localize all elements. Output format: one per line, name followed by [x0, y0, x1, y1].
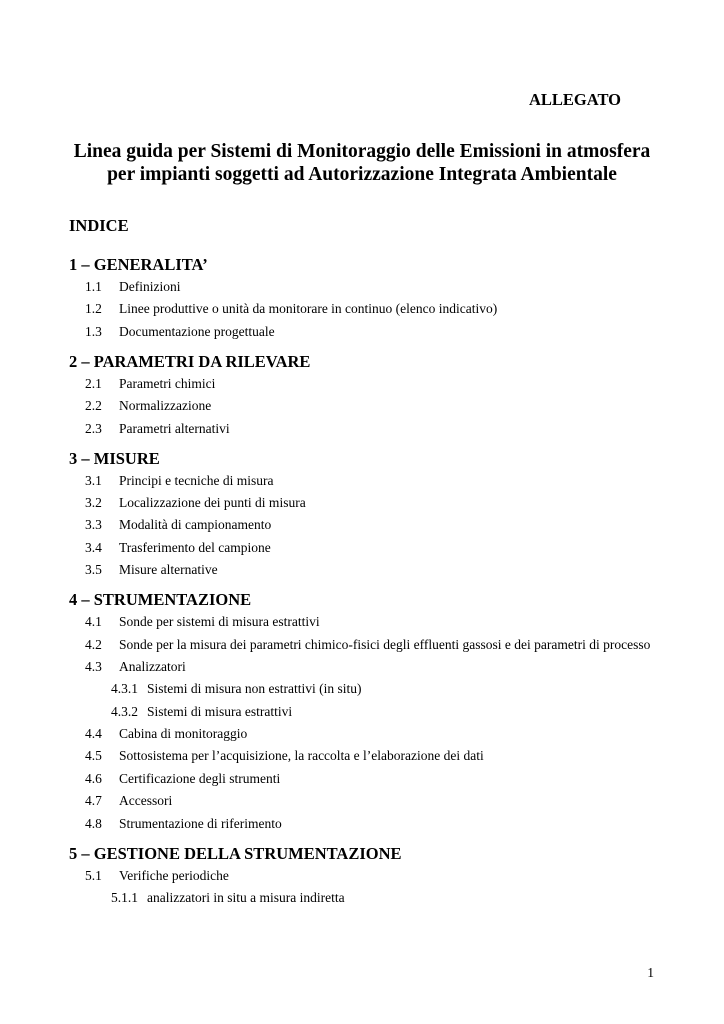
toc-item — [69, 324, 659, 340]
toc-item-number: 2.3 — [85, 420, 102, 436]
toc-item-text: Misure alternative — [119, 562, 218, 578]
toc-item-number: 3.3 — [85, 517, 102, 533]
toc-item-text: Sistemi di misura non estrattivi (in situ) — [147, 681, 362, 697]
section-title: 4 – STRUMENTAZIONE — [69, 590, 252, 610]
toc-item-text: Parametri alternativi — [119, 420, 230, 436]
toc-item-text: analizzatori in situ a misura indiretta — [147, 890, 345, 906]
toc-item — [69, 517, 659, 533]
toc-item — [69, 279, 659, 295]
toc-item-number: 4.7 — [85, 793, 102, 809]
index-heading: INDICE — [69, 216, 129, 235]
document-title — [60, 140, 664, 186]
toc-item-number: 5.1.1 — [111, 890, 138, 906]
toc-item-number: 4.2 — [85, 636, 102, 652]
toc-item-text: Certificazione degli strumenti — [119, 770, 281, 786]
toc-item — [69, 398, 659, 414]
toc-item-text: Sottosistema per l’acquisizione, la raccolta e l’elaborazione dei dati — [119, 748, 484, 764]
title-line-1: Linea guida per Sistemi di Monitoraggio delle Emissioni in atmosfera — [73, 141, 651, 162]
toc-item — [69, 793, 659, 809]
toc-item-text: Verifiche periodiche — [119, 867, 229, 883]
toc-item-text: Localizzazione dei punti di misura — [119, 494, 306, 510]
section-title: 1 – GENERALITA’ — [69, 255, 208, 274]
toc-item-text: Cabina di monitoraggio — [119, 726, 248, 742]
toc-item-number: 4.3 — [85, 658, 102, 674]
toc-section — [69, 843, 659, 906]
toc-item-text: Principi e tecniche di misura — [119, 472, 274, 488]
toc-item-number: 4.6 — [85, 770, 102, 786]
toc-item — [69, 748, 659, 764]
toc-item-number: 3.1 — [85, 472, 102, 488]
toc-item — [69, 614, 659, 630]
toc-item-number: 3.5 — [85, 562, 102, 578]
toc-item-text: Linee produttive o unità da monitorare in continuo (elenco indicativo) — [119, 301, 498, 317]
page-number: 1 — [647, 965, 654, 980]
toc-item-text: Definizioni — [119, 279, 181, 294]
toc-item-text: Normalizzazione — [119, 398, 212, 414]
toc-subitem — [69, 890, 659, 906]
toc-section — [69, 254, 659, 340]
toc-section — [69, 448, 659, 579]
toc-item-text: Parametri chimici — [119, 375, 216, 391]
toc-item-number: 4.8 — [85, 815, 102, 831]
toc-item-text: Analizzatori — [119, 658, 186, 674]
toc-item-number: 4.3.1 — [111, 681, 138, 697]
toc-item-text: Modalità di campionamento — [119, 517, 272, 533]
toc-item — [69, 868, 659, 884]
toc-item-number: 1.1 — [85, 279, 102, 294]
toc-section — [69, 589, 659, 832]
toc-item-number: 2.2 — [85, 398, 102, 414]
toc-item-text: Accessori — [119, 793, 173, 809]
toc-subitem — [69, 681, 659, 697]
allegato-label: ALLEGATO — [529, 90, 621, 109]
toc-item-text: Strumentazione di riferimento — [119, 815, 282, 831]
toc-item — [69, 421, 659, 437]
toc-item — [69, 301, 659, 317]
toc-item — [69, 659, 659, 675]
toc-item-number: 4.3.2 — [111, 703, 138, 719]
toc-item-number: 5.1 — [85, 867, 102, 883]
toc-item — [69, 726, 659, 742]
toc-item — [69, 540, 659, 556]
toc-item — [69, 495, 659, 511]
toc-item — [69, 771, 659, 787]
toc-item-number: 4.1 — [85, 614, 102, 630]
toc-item-text: Sistemi di misura estrattivi — [147, 703, 293, 719]
section-title: 5 – GESTIONE DELLA STRUMENTAZIONE — [69, 843, 402, 863]
title-line-2: per impianti soggetti ad Autorizzazione Integrata Ambientale — [107, 164, 617, 185]
toc-item — [69, 376, 659, 392]
toc-subitem — [69, 704, 659, 720]
toc-item — [69, 562, 659, 578]
toc-item — [69, 473, 659, 489]
toc-item-number: 3.4 — [85, 539, 102, 555]
toc-item-number: 3.2 — [85, 494, 102, 510]
section-title: 3 – MISURE — [69, 448, 160, 468]
toc-item-text: Trasferimento del campione — [119, 539, 271, 555]
toc-item-text: Documentazione progettuale — [119, 323, 275, 339]
toc-item-number: 1.2 — [85, 301, 102, 317]
toc-item-text: Sonde per sistemi di misura estrattivi — [119, 614, 320, 630]
toc-section — [69, 351, 659, 437]
toc-item-number: 4.4 — [85, 726, 102, 742]
toc-item — [69, 637, 659, 653]
table-of-contents — [69, 254, 659, 917]
toc-item-number: 4.5 — [85, 748, 102, 764]
toc-item — [69, 816, 659, 832]
toc-item-number: 1.3 — [85, 323, 102, 339]
toc-item-number: 2.1 — [85, 375, 102, 391]
section-title: 2 – PARAMETRI DA RILEVARE — [69, 351, 311, 371]
toc-item-text: Sonde per la misura dei parametri chimico-fisici degli effluenti gassosi e dei parametri di processo — [119, 636, 651, 652]
